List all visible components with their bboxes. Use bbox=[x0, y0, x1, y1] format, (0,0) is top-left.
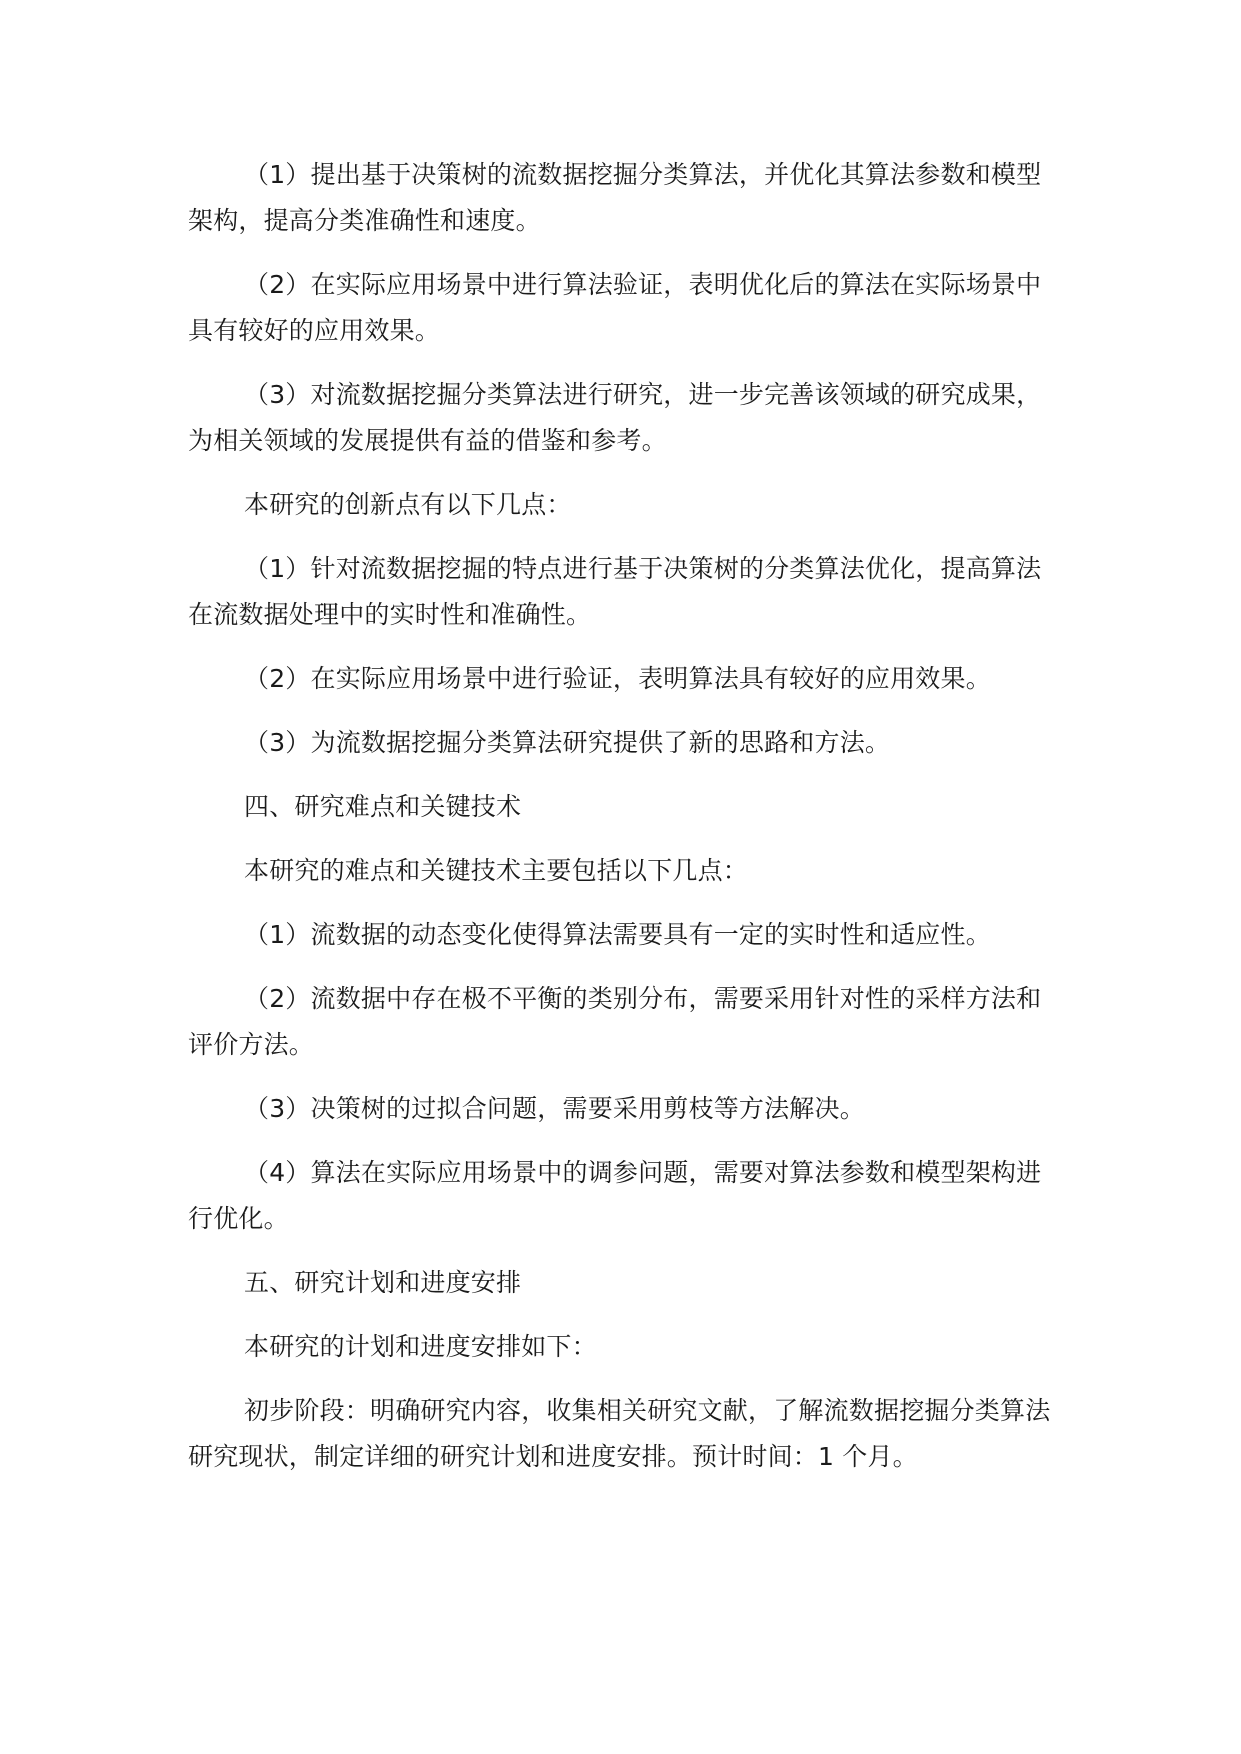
paragraph-difficulty-3: （3）决策树的过拟合问题，需要采用剪枝等方法解决。 bbox=[244, 1094, 865, 1123]
section-heading-schedule: 五、研究计划和进度安排 bbox=[244, 1268, 522, 1297]
paragraph-difficulty-1: （1）流数据的动态变化使得算法需要具有一定的实时性和适应性。 bbox=[244, 920, 991, 949]
paragraph-objective-2: （2）在实际应用场景中进行算法验证，表明优化后的算法在实际场景中具有较好的应用效果。 bbox=[188, 270, 1042, 345]
paragraph-difficulty-2: （2）流数据中存在极不平衡的类别分布，需要采用针对性的采样方法和评价方法。 bbox=[188, 984, 1042, 1059]
paragraph-schedule-phase-1: 初步阶段：明确研究内容，收集相关研究文献，了解流数据挖掘分类算法研究现状，制定详细的研究计划和进度安排。预计时间：1 个月。 bbox=[188, 1396, 1051, 1471]
paragraph-objective-1: （1）提出基于决策树的流数据挖掘分类算法，并优化其算法参数和模型架构，提高分类准确性和速度。 bbox=[188, 160, 1042, 235]
paragraph-innovation-1: （1）针对流数据挖掘的特点进行基于决策树的分类算法优化，提高算法在流数据处理中的实时性和准确性。 bbox=[188, 554, 1042, 629]
section-heading-difficulties: 四、研究难点和关键技术 bbox=[244, 792, 522, 821]
paragraph-innovation-intro: 本研究的创新点有以下几点： bbox=[244, 490, 572, 519]
paragraph-schedule-intro: 本研究的计划和进度安排如下： bbox=[244, 1332, 597, 1361]
paragraph-objective-3: （3）对流数据挖掘分类算法进行研究，进一步完善该领域的研究成果，为相关领域的发展提供有益的借鉴和参考。 bbox=[188, 380, 1042, 455]
paragraph-difficulties-intro: 本研究的难点和关键技术主要包括以下几点： bbox=[244, 856, 749, 885]
paragraph-difficulty-4: （4）算法在实际应用场景中的调参问题，需要对算法参数和模型架构进行优化。 bbox=[188, 1158, 1042, 1233]
paragraph-innovation-2: （2）在实际应用场景中进行验证，表明算法具有较好的应用效果。 bbox=[244, 664, 991, 693]
document-body bbox=[188, 152, 1058, 1498]
paragraph-innovation-3: （3）为流数据挖掘分类算法研究提供了新的思路和方法。 bbox=[244, 728, 891, 757]
